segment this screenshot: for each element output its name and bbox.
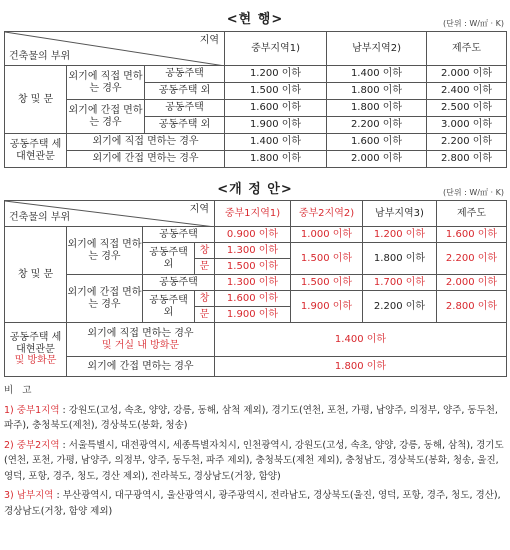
value-cell: 0.900 이하 (215, 227, 291, 243)
header-southern: 남부지역3) (363, 201, 437, 227)
value-cell: 1.500 이하 (291, 275, 363, 291)
value-cell: 2.000 이하 (437, 275, 507, 291)
indirect-label: 외기에 간접 면하는 경우 (67, 151, 225, 168)
value-cell: 2.000 이하 (327, 151, 427, 168)
header-jeju: 제주도 (427, 32, 507, 66)
non-apartment-label: 공동주택 외 (145, 117, 225, 134)
value-cell: 3.000 이하 (427, 117, 507, 134)
value-cell: 1.600 이하 (327, 134, 427, 151)
window-short-label: 창 (195, 291, 215, 307)
value-cell: 1.000 이하 (291, 227, 363, 243)
non-apartment-label: 공동주택 외 (143, 243, 195, 275)
value-cell: 2.800 이하 (437, 291, 507, 323)
door-short-label: 문 (195, 307, 215, 323)
entrance-door-label (5, 323, 67, 377)
revised-corner-header (5, 201, 215, 227)
entrance-direct-label (67, 323, 215, 357)
direct-label: 외기에 직접 면하는 경우 (67, 227, 143, 275)
apartment-label: 공동주택 (143, 275, 215, 291)
note-central1 (4, 403, 506, 434)
header-central1: 중부1지역1) (215, 201, 291, 227)
direct-label: 외기에 직접 면하는 경우 (67, 134, 225, 151)
value-cell: 2.200 이하 (427, 134, 507, 151)
entrance-indirect-label: 외기에 간접 면하는 경우 (67, 357, 215, 377)
value-cell: 1.600 이하 (225, 100, 327, 117)
apartment-label: 공동주택 (145, 100, 225, 117)
notes-title: 비 고 (4, 385, 35, 396)
corner-building-label: 건축물의 부위 (9, 50, 71, 62)
value-cell: 2.200 이하 (363, 291, 437, 323)
non-apartment-label: 공동주택 외 (145, 83, 225, 100)
revised-table (4, 200, 507, 377)
value-cell: 1.500 이하 (215, 259, 291, 275)
window-door-label: 창 및 문 (5, 66, 67, 134)
value-cell: 1.600 이하 (215, 291, 291, 307)
value-cell: 1.800 이하 (327, 83, 427, 100)
value-cell: 1.700 이하 (363, 275, 437, 291)
corner-building-label: 건축물의 부위 (9, 211, 71, 223)
entrance-door-label: 공동주택 세대현관문 (5, 134, 67, 168)
value-cell: 2.000 이하 (427, 66, 507, 83)
value-cell: 2.800 이하 (427, 151, 507, 168)
note-central2-text: : 서울특별시, 대전광역시, 세종특별자치시, 인천광역시, 강원도(고성, 속초, 양양, 강릉, 동해, 삼척), 경기도(연천, 포천, 가평, 남양주, 의정부, 양주, 동두천, 파주 제외), 충청북도(제천 제외), 충청남도, 경상북도(봉화, 청송, 울진, 영덕, 포항, 경주, 청도, 경산 제외), 전라북도, 경상남도(거창, 함양) (4, 439, 504, 482)
value-cell: 1.800 이하 (225, 151, 327, 168)
value-cell: 1.800 이하 (215, 357, 507, 377)
value-cell: 1.600 이하 (437, 227, 507, 243)
value-cell: 1.900 이하 (291, 291, 363, 323)
fire-door-text: 및 방화문 (14, 355, 57, 367)
value-cell: 1.900 이하 (225, 117, 327, 134)
note-southern-label: 3) 남부지역 (4, 490, 54, 501)
value-cell: 1.400 이하 (225, 134, 327, 151)
value-cell: 1.200 이하 (363, 227, 437, 243)
value-cell: 1.500 이하 (225, 83, 327, 100)
note-central2 (4, 438, 506, 485)
non-apartment-label: 공동주택 외 (143, 291, 195, 323)
corner-region-label: 지역 (189, 204, 209, 215)
entrance-direct-text: 외기에 직접 면하는 경우 (87, 328, 194, 339)
entrance-door-text: 공동주택 세대현관문 (9, 332, 62, 355)
header-southern: 남부지역2) (327, 32, 427, 66)
value-cell: 2.400 이하 (427, 83, 507, 100)
value-cell: 1.200 이하 (225, 66, 327, 83)
value-cell: 2.200 이하 (327, 117, 427, 134)
value-cell: 1.800 이하 (327, 100, 427, 117)
value-cell: 1.300 이하 (215, 275, 291, 291)
value-cell: 1.900 이하 (215, 307, 291, 323)
revised-unit: (단위 : W/㎡ · K) (443, 188, 504, 197)
header-central: 중부지역1) (225, 32, 327, 66)
current-unit: (단위 : W/㎡ · K) (443, 19, 504, 28)
indirect-label: 외기에 간접 면하는 경우 (67, 100, 145, 134)
current-table (4, 31, 507, 168)
window-short-label: 창 (195, 243, 215, 259)
current-title: <현 행> (226, 12, 284, 27)
corner-region-label: 지역 (199, 35, 220, 46)
header-jeju: 제주도 (437, 201, 507, 227)
value-cell: 1.300 이하 (215, 243, 291, 259)
note-central2-label: 2) 중부2지역 (4, 439, 60, 451)
value-cell: 1.500 이하 (291, 243, 363, 275)
direct-label: 외기에 직접 면하는 경우 (67, 66, 145, 100)
apartment-label: 공동주택 (143, 227, 215, 243)
value-cell: 1.400 이하 (327, 66, 427, 83)
door-short-label: 문 (195, 259, 215, 275)
current-corner-header (5, 32, 225, 66)
header-central2: 중부2지역2) (291, 201, 363, 227)
apartment-label: 공동주택 (145, 66, 225, 83)
living-room-fire-door-text: 및 거실 내 방화문 (101, 339, 180, 351)
indirect-label: 외기에 간접 면하는 경우 (67, 275, 143, 323)
window-door-label: 창 및 문 (5, 227, 67, 323)
note-southern-text: : 부산광역시, 대구광역시, 울산광역시, 광주광역시, 전라남도, 경상북도(울진, 영덕, 포항, 경주, 청도, 경산), 경상남도(거창, 함양 제외) (4, 490, 501, 517)
revised-title: <개 정 안> (217, 182, 293, 197)
notes-section (4, 383, 506, 523)
note-central1-label: 1) 중부1지역 (4, 404, 60, 416)
note-southern (4, 488, 506, 519)
value-cell: 1.400 이하 (215, 323, 507, 357)
value-cell: 2.200 이하 (437, 243, 507, 275)
note-central1-text: : 강원도(고성, 속초, 양양, 강릉, 동해, 삼척 제외), 경기도(연천, 포천, 가평, 남양주, 의정부, 양주, 동두천, 파주), 충청북도(제천), 경상북도(봉화, 청송) (4, 404, 498, 431)
value-cell: 2.500 이하 (427, 100, 507, 117)
value-cell: 1.800 이하 (363, 243, 437, 275)
